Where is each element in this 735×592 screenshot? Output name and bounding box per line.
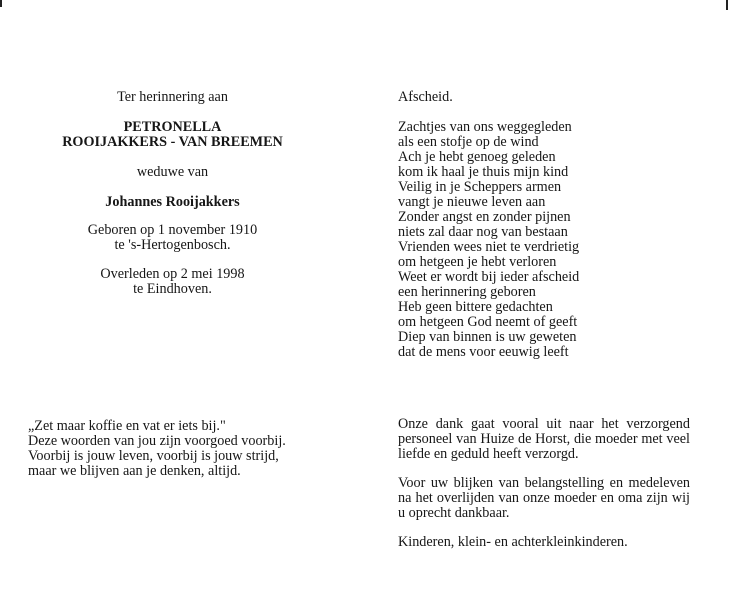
- death-date: Overleden op 2 mei 1998: [100, 266, 245, 282]
- poem-line: Heb geen bittere gedachten: [398, 299, 553, 315]
- widow-of-text: weduwe van: [136, 164, 209, 180]
- quote-line: „Zet maar koffie en vat er iets bij.": [28, 418, 226, 434]
- poem-title: Afscheid.: [398, 89, 453, 105]
- condolence-thanks-paragraph: Voor uw blijken van belangstelling en medeleven na het overlijden van onze moeder en oma zijn wij u oprecht dankbaar.: [398, 475, 690, 521]
- poem-line: Diep van binnen is uw geweten: [398, 329, 577, 345]
- husband-name: Johannes Rooijakkers: [105, 194, 240, 210]
- poem-line: als een stofje op de wind: [398, 134, 539, 150]
- death-place: te Eindhoven.: [133, 281, 212, 297]
- thanks-block: [398, 417, 690, 550]
- poem-line: kom ik haal je thuis mijn kind: [398, 164, 569, 180]
- quote-line: Deze woorden van jou zijn voorgoed voorbij.: [28, 433, 286, 449]
- poem-line: een herinnering geboren: [398, 284, 536, 300]
- poem-line: Weet er wordt bij ieder afscheid: [398, 269, 580, 285]
- left-top-block: [50, 90, 295, 297]
- intro-text: Ter herinnering aan: [117, 89, 228, 105]
- poem-line: Ach je hebt genoeg geleden: [398, 149, 556, 165]
- poem-line: om hetgeen God neemt of geeft: [398, 314, 578, 330]
- poem-line: Zachtjes van ons weggegleden: [398, 119, 572, 135]
- deceased-surname: ROOIJAKKERS - VAN BREEMEN: [62, 134, 283, 150]
- poem-line: om hetgeen je hebt verloren: [398, 254, 557, 270]
- poem-line: Veilig in je Scheppers armen: [398, 179, 562, 195]
- poem-line: Vrienden wees niet te verdrietig: [398, 239, 580, 255]
- scan-corner-mark: [0, 0, 2, 7]
- thanks-paragraph: Onze dank gaat vooral uit naar het verzorgend personeel van Huize de Horst, die moeder met veel liefde en geduld heeft verzorgd.: [398, 416, 690, 462]
- family-signature: Kinderen, klein- en achterkleinkinderen.: [398, 534, 628, 550]
- poem-line: dat de mens voor eeuwig leeft: [398, 344, 569, 360]
- poem-block: [398, 90, 698, 360]
- quote-line: Voorbij is jouw leven, voorbij is jouw strijd,: [28, 448, 279, 464]
- deceased-first-name: PETRONELLA: [123, 119, 222, 135]
- scan-edge-mark: [726, 0, 728, 10]
- poem-line: niets zal daar nog van bestaan: [398, 224, 568, 240]
- birth-place: te 's-Hertogenbosch.: [114, 237, 231, 253]
- birth-date: Geboren op 1 november 1910: [87, 222, 258, 238]
- quote-line: maar we blijven aan je denken, altijd.: [28, 463, 241, 479]
- poem-line: vangt je nieuwe leven aan: [398, 194, 546, 210]
- quote-block: [28, 419, 328, 479]
- poem-line: Zonder angst en zonder pijnen: [398, 209, 571, 225]
